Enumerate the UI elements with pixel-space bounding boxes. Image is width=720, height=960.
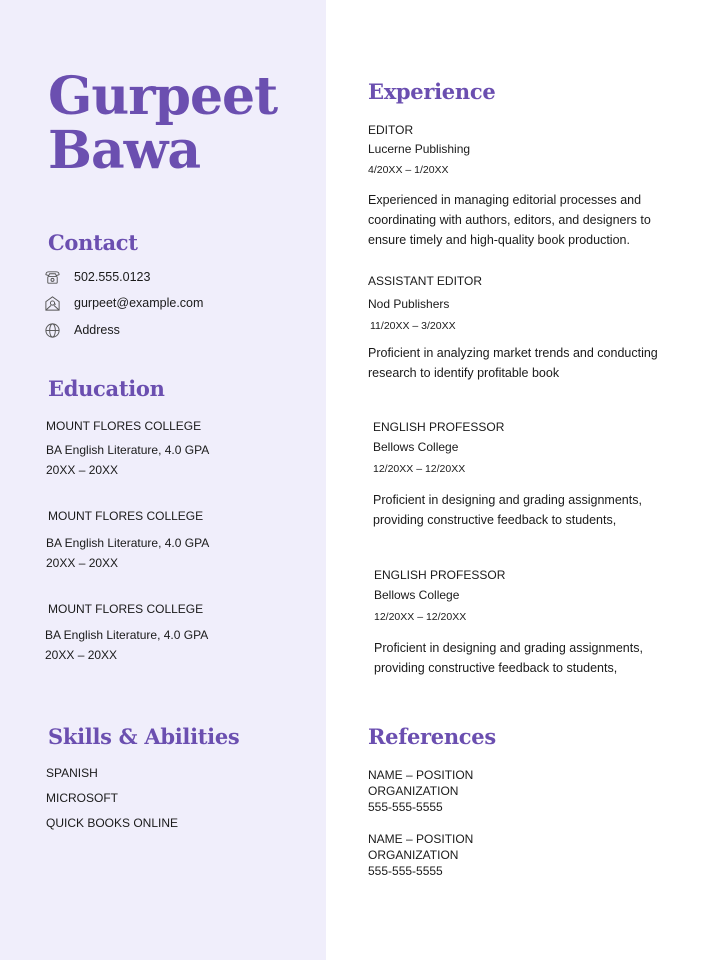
experience-heading: Experience (368, 79, 496, 104)
job-title: ENGLISH PROFESSOR (374, 568, 506, 582)
job-description: Proficient in designing and grading assignments, providing constructive feedback to students, (374, 641, 643, 675)
globe-icon (42, 320, 62, 340)
references-heading: References (368, 724, 496, 749)
reference-name: NAME – POSITION (368, 832, 474, 846)
contact-heading: Contact (48, 230, 138, 255)
education-years: 20XX – 20XX (45, 648, 118, 662)
education-degree: BA English Literature, 4.0 GPA (46, 536, 210, 550)
job-title: EDITOR (368, 123, 414, 137)
skills-heading: Skills & Abilities (48, 724, 240, 749)
job-description: Proficient in designing and grading assignments, providing constructive feedback to students, (373, 493, 642, 527)
job-title: ENGLISH PROFESSOR (373, 420, 505, 434)
education-school: MOUNT FLORES COLLEGE (48, 602, 204, 616)
resume-name (48, 66, 278, 181)
phone-icon (42, 267, 62, 287)
job-description: Experienced in managing editorial processes and coordinating with authors, editors, and designers to ensure timely and high-quality book production. (368, 193, 651, 247)
job-dates: 4/20XX – 1/20XX (368, 164, 449, 176)
education-school: MOUNT FLORES COLLEGE (46, 419, 202, 433)
education-degree: BA English Literature, 4.0 GPA (46, 443, 210, 457)
job-title: ASSISTANT EDITOR (368, 274, 483, 288)
education-school: MOUNT FLORES COLLEGE (48, 509, 204, 523)
contact-address-row (42, 320, 120, 340)
job-description: Proficient in analyzing market trends and conducting research to identify profitable book (368, 346, 658, 380)
job-company: Nod Publishers (368, 297, 450, 311)
first-name: Gurpeet (48, 66, 278, 127)
contact-address: Address (74, 323, 120, 337)
education-years: 20XX – 20XX (46, 556, 119, 570)
education-years: 20XX – 20XX (46, 463, 119, 477)
skill-item: SPANISH (46, 766, 98, 780)
skill-item: QUICK BOOKS ONLINE (46, 816, 179, 830)
reference-organization: ORGANIZATION (368, 784, 459, 798)
education-degree: BA English Literature, 4.0 GPA (45, 628, 209, 642)
email-icon (42, 293, 62, 313)
education-heading: Education (48, 376, 165, 401)
reference-organization: ORGANIZATION (368, 848, 459, 862)
job-dates: 12/20XX – 12/20XX (373, 463, 466, 475)
job-company: Bellows College (374, 588, 460, 602)
reference-name: NAME – POSITION (368, 768, 474, 782)
job-dates: 12/20XX – 12/20XX (374, 611, 467, 623)
job-company: Lucerne Publishing (368, 142, 471, 156)
last-name: Bawa (48, 120, 201, 181)
contact-email[interactable]: gurpeet@example.com (74, 296, 204, 310)
job-company: Bellows College (373, 440, 459, 454)
contact-email-row (42, 293, 203, 313)
reference-phone: 555-555-5555 (368, 800, 443, 814)
skill-item: MICROSOFT (46, 791, 118, 805)
reference-phone: 555-555-5555 (368, 864, 443, 878)
contact-phone[interactable]: 502.555.0123 (74, 270, 151, 284)
contact-phone-row (42, 267, 150, 287)
job-dates: 11/20XX – 3/20XX (370, 320, 456, 332)
